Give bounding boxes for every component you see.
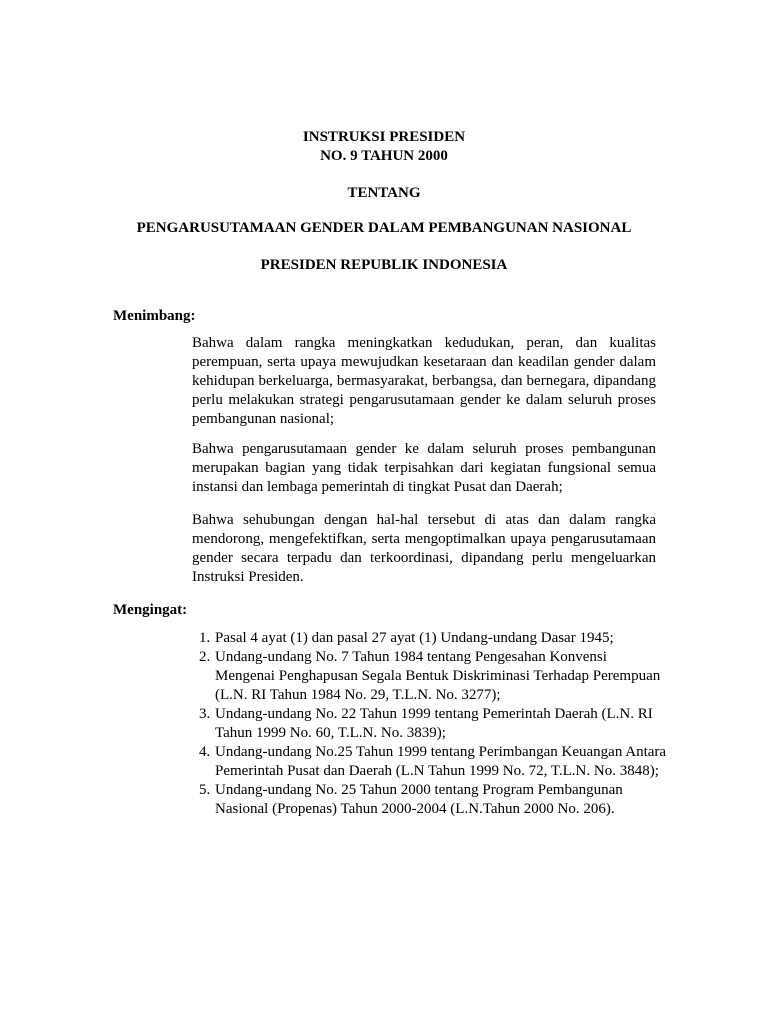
list-item: 5. Undang-undang No. 25 Tahun 2000 tentang Program Pembangunan Nasional (Propenas) Tahun 2000-2004 (L.N.Tahun 2000 No. 206). <box>214 781 669 819</box>
mengingat-list <box>192 629 669 819</box>
title-line-1: INSTRUKSI PRESIDEN <box>302 129 466 145</box>
list-item: 1. Pasal 4 ayat (1) dan pasal 27 ayat (1) Undang-undang Dasar 1945; <box>214 629 669 648</box>
mengingat-label: Mengingat: <box>113 602 188 618</box>
list-item: 3. Undang-undang No. 22 Tahun 1999 tentang Pemerintah Daerah (L.N. RI Tahun 1999 No. 60, T.L.N. No. 3839); <box>214 705 669 743</box>
menimbang-label: Menimbang: <box>113 308 196 324</box>
menimbang-paragraph-3: Bahwa sehubungan dengan hal-hal tersebut di atas dan dalam rangka mendorong, mengefektifkan, serta mengoptimalkan upaya pengarusutamaan gender secara terpadu dan terkoordinasi, dipandang perlu mengeluarkan Instruksi Presiden. <box>192 512 656 585</box>
title-president: PRESIDEN REPUBLIK INDONESIA <box>260 257 508 273</box>
menimbang-paragraph-2: Bahwa pengarusutamaan gender ke dalam seluruh proses pembangunan merupakan bagian yang tidak terpisahkan dari kegiatan fungsional semua instansi dan lembaga pemerintah di tingkat Pusat dan Daerah; <box>192 441 656 495</box>
title-subject: PENGARUSUTAMAAN GENDER DALAM PEMBANGUNAN NASIONAL <box>136 220 632 236</box>
list-item: 2. Undang-undang No. 7 Tahun 1984 tentang Pengesahan Konvensi Mengenai Penghapusan Segala Bentuk Diskriminasi Terhadap Perempuan (L.N. RI Tahun 1984 No. 29, T.L.N. No. 3277); <box>214 648 669 705</box>
title-tentang: TENTANG <box>347 185 421 201</box>
menimbang-paragraph-1: Bahwa dalam rangka meningkatkan kedudukan, peran, dan kualitas perempuan, serta upaya mewujudkan kesetaraan dan keadilan gender dalam kehidupan berkeluarga, bermasyarakat, berbangsa, dan bernegara, dipandang perlu melakukan strategi pengarusutamaan gender ke dalam seluruh proses pembangunan nasional; <box>192 335 656 427</box>
title-line-2: NO. 9 TAHUN 2000 <box>320 148 448 164</box>
list-item: 4. Undang-undang No.25 Tahun 1999 tentang Perimbangan Keuangan Antara Pemerintah Pusat dan Daerah (L.N Tahun 1999 No. 72, T.L.N. No. 3848); <box>214 743 669 781</box>
